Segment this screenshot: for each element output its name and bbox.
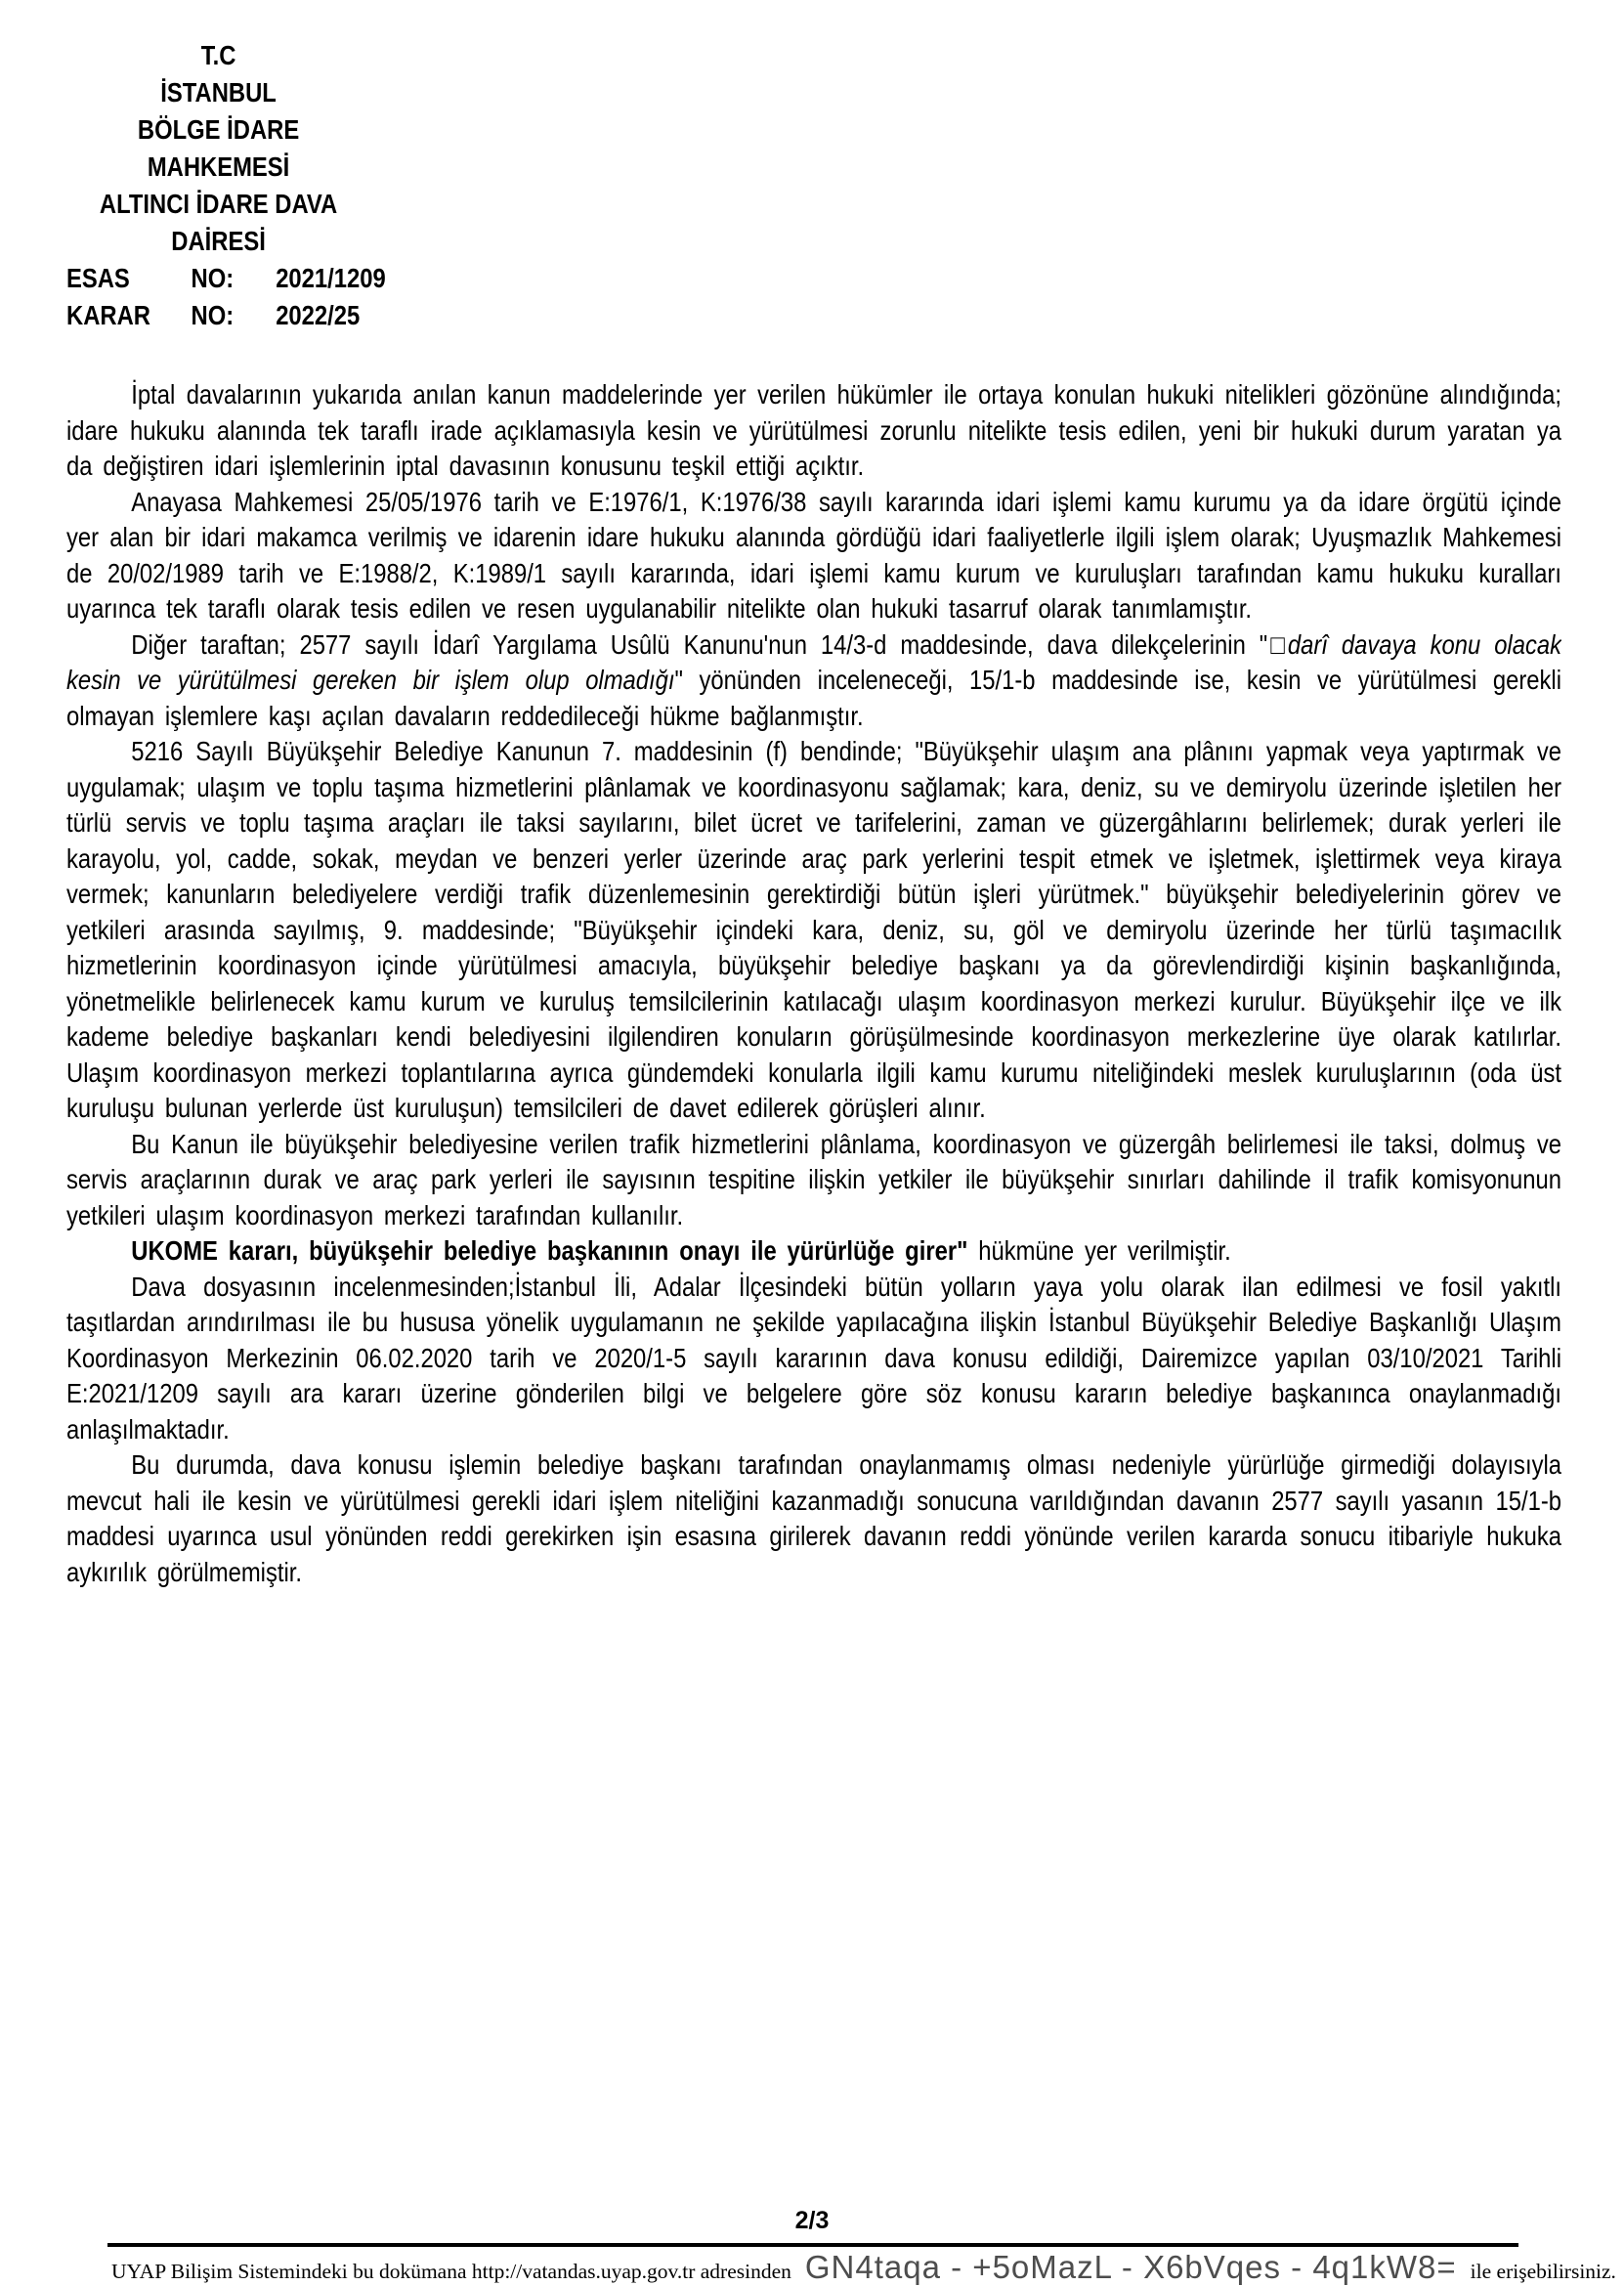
paragraph-text: İptal davalarının yukarıda anılan kanun maddelerinde yer verilen hükümler ile ortaya konulan hukuki nitelikleri gözönüne alındığında; idare hukuku alanında tek taraflı irade açıklamasıyla kesin ve yürütülmesi zorunlu nitelikte tesis edilen, yeni bir hukuki durum yaratan ya da değiştiren idari işlemlerinin iptal davasının konusunu teşkil ettiği açıktır.	[66, 379, 1561, 481]
paragraph-sonuc	[66, 1447, 1561, 1590]
karar-label: KARAR	[66, 300, 150, 330]
court-header	[66, 37, 370, 260]
paragraph-dava-dosyasi	[66, 1270, 1561, 1448]
paragraph-text: Bu durumda, dava konusu işlemin belediye başkanı tarafından onaylanmamış olması nedeniyle yürürlüğe girmediği dolayısıyla mevcut hali ile kesin ve yürütülmesi gerekli idari işlem niteliğini kazanmadığı sonucuna varıldığından davanın 2577 sayılı yasanın 15/1-b maddesi uyarınca usul yönünden reddi gerekirken işin esasına girilerek davanın reddi yönünde verilen kararda sonucu itibariyle hukuka aykırılık görülmemiştir.	[66, 1449, 1561, 1587]
paragraph-bu-kanun	[66, 1127, 1561, 1234]
uyap-access-suffix: ile erişebilirsiniz.	[1470, 2260, 1616, 2283]
paragraph-text: Anayasa Mahkemesi 25/05/1976 tarih ve E:1976/1, K:1976/38 sayılı kararında idari işlemi kamu kurumu ya da idare örgütü içinde yer alan bir idari makamca verilmiş ve idarenin idare hukuku alanında gördüğü idari faaliyetlerle ilgili işlem olarak; Uyuşmazlık Mahkemesi de 20/02/1989 tarih ve E:1988/2, K:1989/1 sayılı kararında, idari işlemi kamu kurum ve kuruluşları tarafından kamu hukuku kuralları uyarınca tek taraflı olarak tesis edilen ve resen uygulanabilir nitelikte olan hukuki tasarruf olarak tanımlamıştır.	[66, 486, 1561, 624]
paragraph-ukome	[66, 1233, 1561, 1270]
republic-title: T.C	[200, 40, 236, 70]
paragraph-text: Diğer taraftan; 2577 sayılı İdarî Yargılama Usûlü Kanunu'nun 14/3-d maddesinde, dava dilekçelerinin "	[131, 628, 1268, 660]
paragraph-text: Bu Kanun ile büyükşehir belediyesine verilen trafik hizmetlerini plânlama, koordinasyon ve güzergâh belirlemesi ile taksi, dolmuş ve servis araçlarının durak ve araç park yerleri ile sayısının tespitine ilişkin yetkiler ile büyükşehir sınırları dahilinde il trafik komisyonunun yetkileri ulaşım koordinasyon merkezi tarafından kullanılır.	[66, 1128, 1561, 1230]
esas-label: ESAS	[66, 263, 130, 293]
uyap-access-text: UYAP Bilişim Sistemindeki bu dokümana http://vatandas.uyap.gov.tr adresinden	[111, 2260, 791, 2283]
paragraph-anayasa-mahkemesi	[66, 485, 1561, 627]
court-name: BÖLGE İDARE MAHKEMESİ	[137, 114, 300, 182]
paragraph-2577-kanun	[66, 627, 1561, 735]
paragraph-5216-kanun	[66, 734, 1561, 1127]
esas-no-label: NO:	[191, 263, 235, 293]
paragraph-text: Dava dosyasının incelenmesinden;İstanbul İli, Adalar İlçesindeki bütün yolların yaya yolu olarak ilan edilmesi ve fosil yakıtlı taşıtlardan arındırılması ile bu hususa yönelik uygulamanın ne şekilde yapılacağına ilişkin İstanbul Büyükşehir Belediye Başkanlığı Ulaşım Koordinasyon Merkezinin 06.02.2020 tarih ve 2020/1-5 sayılı kararının dava konusu edildiği, Dairemizce yapılan 03/10/2021 Tarihli E:2021/1209 sayılı ara kararı üzerine gönderilen bilgi ve belgelere göre söz konusu kararın belediye başkanınca onaylanmadığı anlaşılmaktadır.	[66, 1271, 1561, 1445]
court-city: İSTANBUL	[160, 77, 277, 108]
esas-value: 2021/1209	[276, 263, 386, 293]
esas-number-row	[66, 260, 415, 297]
paragraph-text: 5216 Sayılı Büyükşehir Belediye Kanunun 7. maddesinin (f) bendinde; "Büyükşehir ulaşım ana plânını yapmak veya yaptırmak ve uygulamak; ulaşım ve toplu taşıma hizmetlerini plânlamak ve koordinasyonu sağlamak; kara, deniz, su ve demiryolu üzerinde işletilen her türlü servis ve toplu taşıma araçları ile taksi sayılarını, bilet ücret ve tarifelerini, zaman ve güzergâhlarını belirlemek; durak yerleri ile karayolu, yol, cadde, sokak, meydan ve benzeri yerler üzerinde araç park yerlerini tespit etmek ve işletmek, işlettirmek veya kiraya vermek; kanunların belediyelere verdiği trafik düzenlemesinin gerektirdiği bütün işleri yürütmek." büyükşehir belediyelerinin görev ve yetkileri arasında sayılmış, 9. maddesinde; "Büyükşehir içindeki kara, deniz, su, göl ve demiryolu üzerinde her türlü taşımacılık hizmetlerinin koordinasyon içinde yürütülmesi amacıyla, büyükşehir belediye başkanı ya da görevlendirdiği kişinin başkanlığında, yönetmelikle belirlenecek kamu kurum ve kuruluş temsilcilerinin katılacağı ulaşım koordinasyon merkezi kurulur. Büyükşehir ilçe ve ilk kademe belediye başkanları kendi belediyesini ilgilendiren konuların görüşülmesinde koordinasyon merkezlerine üye olarak katılırlar. Ulaşım koordinasyon merkezi toplantılarına ayrıca gündemdeki konularla ilgili kamu kurumu niteliğindeki meslek kuruluşlarının (oda üst kuruluşu bulunan yerlerde üst kuruluşun) temsilcileri de davet edilerek görüşleri alınır.	[66, 736, 1561, 1123]
karar-value: 2022/25	[276, 300, 361, 330]
court-chamber: ALTINCI İDARE DAVA DAİRESİ	[99, 189, 338, 256]
paragraph-iptal-davalari	[66, 377, 1561, 485]
uyap-access-line	[111, 2249, 1616, 2286]
paragraph-text: " yönünden inceleneceği, 15/1-b maddesinde ise, kesin ve yürütülmesi gerekli olmayan işlemlere kaşı açılan davaların reddedileceği hükme bağlanmıştır.	[66, 665, 1561, 731]
karar-number-row	[66, 297, 415, 334]
paragraph-text: hükmüne yer verilmiştir.	[967, 1235, 1231, 1266]
uyap-verification-code: GN4taqa - +5oMazL - X6bVqes - 4q1kW8=	[804, 2249, 1457, 2285]
document-content	[66, 37, 1561, 2182]
karar-no-label: NO:	[191, 300, 235, 330]
decision-body	[66, 377, 1561, 1590]
footer-divider	[107, 2243, 1518, 2247]
ukome-bold-text: UKOME kararı, büyükşehir belediye başkanının onayı ile yürürlüğe girer"	[131, 1235, 968, 1266]
quoted-italic-text: □darî davaya konu olacak kesin ve yürütülmesi gereken bir işlem olup olmadığı	[66, 628, 1561, 695]
page-number: 2/3	[794, 2207, 830, 2234]
